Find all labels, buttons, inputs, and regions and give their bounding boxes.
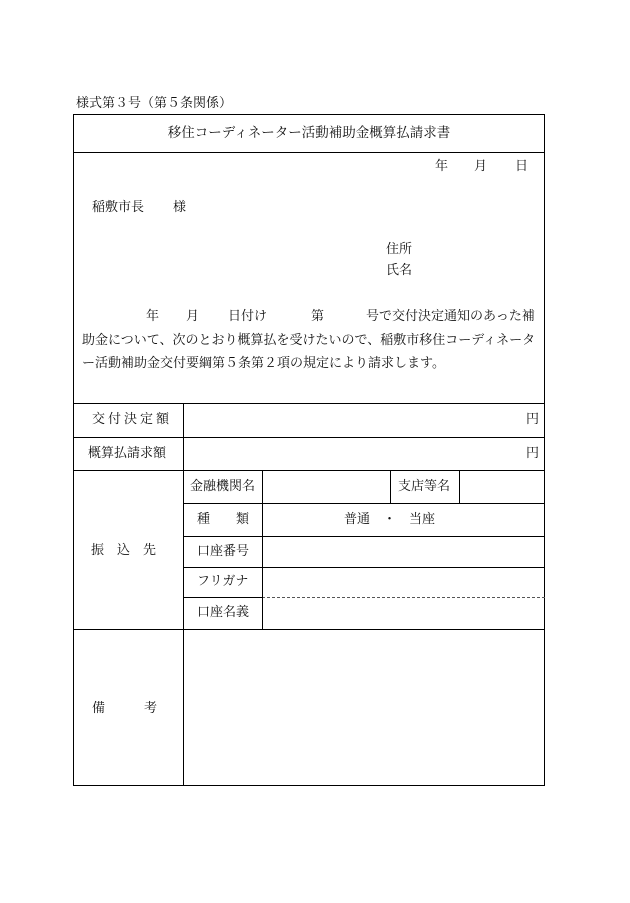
account-number-label: 口座番号	[197, 544, 250, 559]
body-date-suffix: 日付け	[228, 309, 268, 324]
divider-furigana-dashed	[262, 597, 545, 598]
bank-branch-divider	[390, 470, 391, 503]
applicant-name-label: 氏名	[386, 263, 413, 278]
divider-account-number	[183, 567, 545, 568]
account-type-options: 普通 ・ 当座	[344, 512, 436, 527]
decided-amount-label: 交付決定額	[92, 412, 173, 427]
requested-amount-unit: 円	[526, 446, 540, 461]
account-holder-label: 口座名義	[197, 605, 250, 620]
divider-bank	[183, 503, 545, 504]
body-line1-tail: 号で交付決定通知のあった補	[366, 309, 535, 324]
label-column-divider	[183, 403, 184, 786]
body-number-prefix: 第	[311, 309, 325, 324]
form-number-label: 様式第３号（第５条関係）	[76, 96, 233, 111]
body-line2: 助金について、次のとおり概算払を受けたいので、稲敷市移住コーディネータ	[82, 333, 536, 348]
requested-amount-label: 概算払請求額	[88, 446, 167, 461]
transfer-label-divider	[262, 470, 263, 629]
date-day-label: 日	[515, 159, 529, 174]
body-year-label: 年	[146, 309, 160, 324]
remarks-label: 備 考	[92, 701, 158, 716]
divider-type	[183, 536, 545, 537]
body-month-label: 月	[186, 309, 200, 324]
addressee-name: 稲敷市長	[92, 200, 145, 215]
divider-transfer	[73, 629, 545, 630]
divider-title	[73, 152, 545, 153]
document-title: 移住コーディネーター活動補助金概算払請求書	[167, 125, 451, 141]
date-year-label: 年	[435, 159, 449, 174]
transfer-section-label: 振 込 先	[91, 543, 157, 558]
decided-amount-unit: 円	[526, 412, 540, 427]
divider-body	[73, 403, 545, 404]
divider-requested	[73, 470, 545, 471]
date-month-label: 月	[474, 159, 488, 174]
addressee-honorific: 様	[173, 200, 187, 215]
divider-furigana	[183, 597, 262, 598]
branch-value-divider	[459, 470, 460, 503]
account-type-label: 種 類	[197, 512, 250, 527]
body-line3: ー活動補助金交付要綱第５条第２項の規定により請求します。	[82, 356, 445, 371]
furigana-label: フリガナ	[197, 574, 249, 589]
applicant-address-label: 住所	[386, 242, 413, 257]
divider-decided	[73, 437, 545, 438]
bank-name-label: 金融機関名	[190, 479, 256, 494]
branch-name-label: 支店等名	[398, 479, 451, 494]
